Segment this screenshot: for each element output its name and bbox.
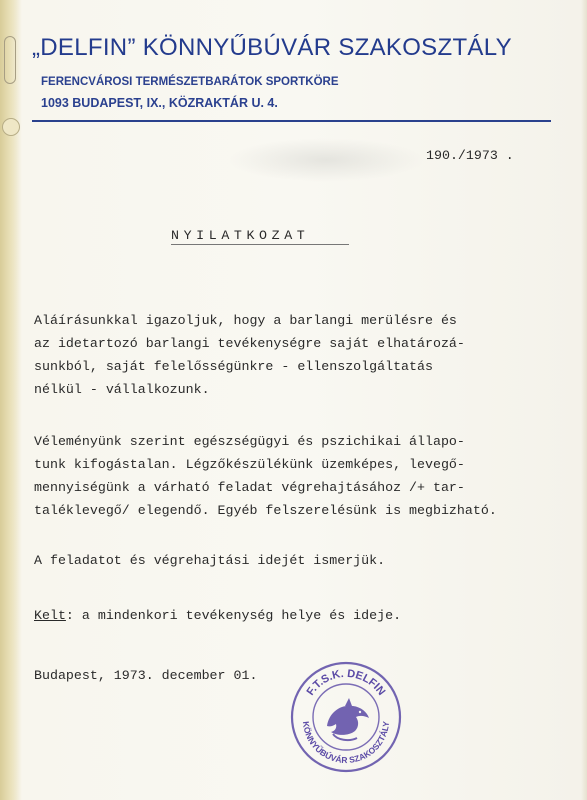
reference-number: 190./1973 .: [426, 148, 514, 163]
paragraph-health: [34, 430, 497, 522]
kelt-label: Kelt: [34, 608, 66, 623]
letterhead-subtitle: FERENCVÁROSI TERMÉSZETBARÁTOK SPORTKÖRE: [41, 76, 339, 88]
text-line: sunkból, saját felelősségünkre - ellenszolgáltatás: [34, 359, 433, 374]
text-line: az idetartozó barlangi tevékenységre saját elhatározá-: [34, 336, 465, 351]
dolphin-icon: [327, 698, 369, 740]
text-line: taléklevegő/ elegendő. Egyéb felszerelésünk is megbizható.: [34, 503, 497, 518]
punch-hole-icon: [2, 118, 20, 136]
stamp-top-text: F.T.S.K. DELFIN: [304, 667, 388, 698]
text-line: mennyiségünk a várható feladat végrehajtásához /+ tar-: [34, 480, 465, 495]
stamp-bottom-text: KÖNNYŰBÚVÁR SZAKOSZTÁLY: [300, 720, 392, 766]
document-heading: NYILATKOZAT: [171, 228, 310, 243]
letterhead-title: „DELFIN” KÖNNYŰBÚVÁR SZAKOSZTÁLY: [32, 34, 512, 61]
text-line: nélkül - vállalkozunk.: [34, 382, 210, 397]
page-right-edge: [581, 0, 587, 800]
text-line: Véleményünk szerint egészségügyi és pszichikai állapo-: [34, 434, 465, 449]
organization-stamp: [289, 660, 403, 774]
paragraph-kelt: [34, 604, 401, 627]
heading-underline: [171, 244, 349, 245]
paragraph-task: A feladatot és végrehajtási idejét ismerjük.: [34, 553, 386, 568]
paper-clip-icon: [4, 36, 16, 84]
kelt-text: : a mindenkori tevékenység helye és ideje.: [65, 608, 402, 623]
text-line: tunk kifogástalan. Légzőkészülékünk üzemképes, levegő-: [34, 457, 465, 472]
text-line: Aláírásunkkal igazoljuk, hogy a barlangi merülésre és: [34, 313, 457, 328]
paragraph-declaration: [34, 309, 465, 401]
letterhead-rule: [32, 120, 551, 122]
date-line: Budapest, 1973. december 01.: [34, 668, 258, 683]
redacted-area: [228, 138, 424, 182]
letterhead-address: 1093 BUDAPEST, IX., KÖZRAKTÁR U. 4.: [41, 96, 278, 110]
